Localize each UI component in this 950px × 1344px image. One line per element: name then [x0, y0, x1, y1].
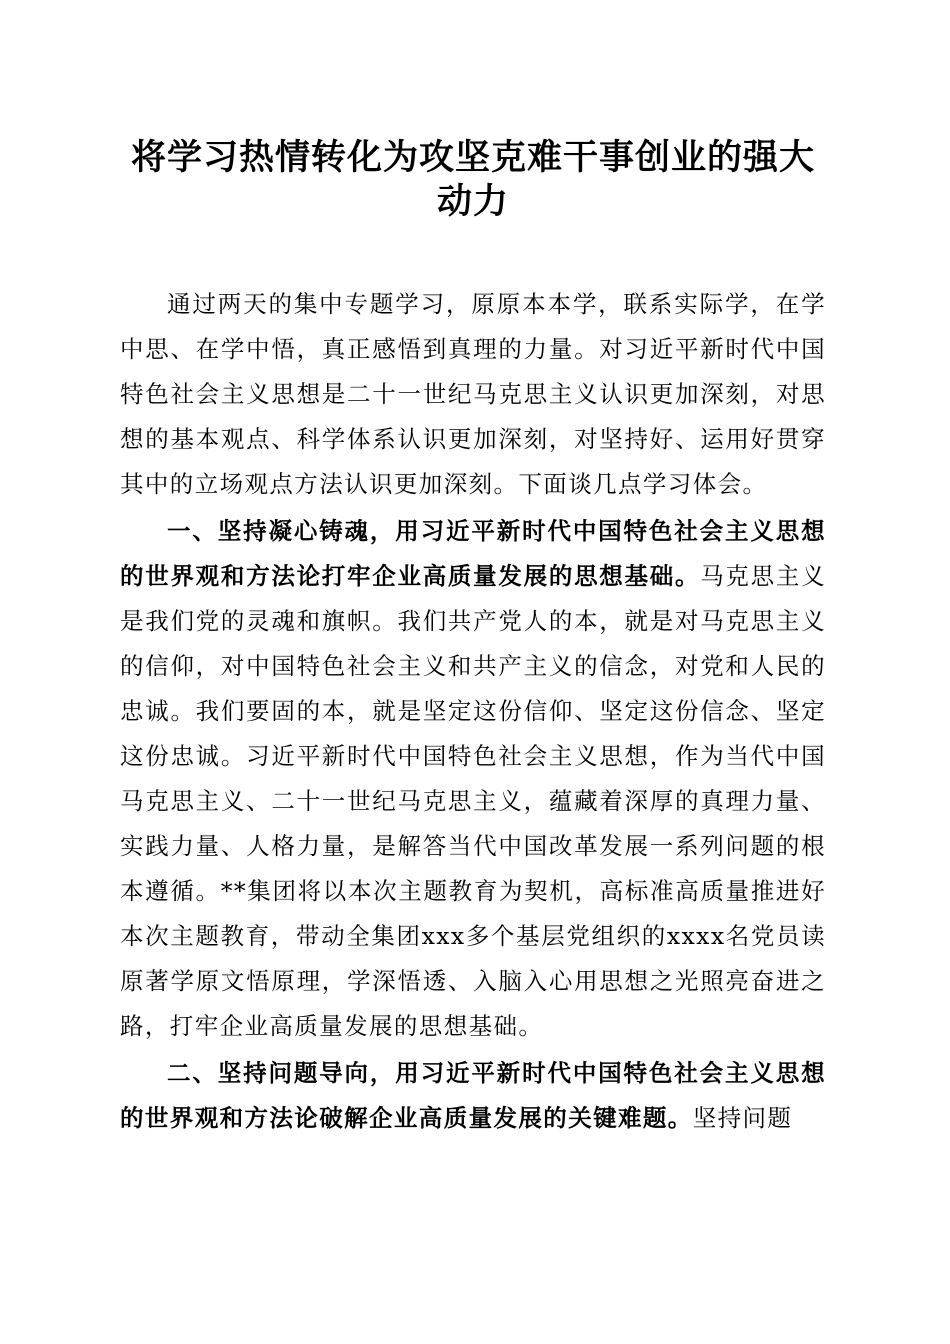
- intro-paragraph: 通过两天的集中专题学习，原原本本学，联系实际学，在学中思、在学中悟，真正感悟到真理的力量。对习近平新时代中国特色社会主义思想是二十一世纪马克思主义认识更加深刻，对思想的基本观点、科学体系认识更加深刻，对坚持好、运用好贯穿其中的立场观点方法认识更加深刻。下面谈几点学习体会。: [120, 290, 826, 498]
- document-page: [120, 130, 826, 1141]
- document-title: 将学习热情转化为攻坚克难干事创业的强大动力: [130, 137, 815, 222]
- section-heading-1: 一、坚持凝心铸魂，用习近平新时代中国特色社会主义思想的世界观和方法论打牢企业高质量发展的思想基础。: [120, 517, 826, 590]
- section-body-2: 坚持问题: [692, 1104, 793, 1132]
- section-paragraph-1: [120, 509, 826, 1049]
- section-body-1: 马克思主义是我们党的灵魂和旗帜。我们共产党人的本，就是对马克思主义的信仰，对中国特色社会主义和共产主义的信念，对党和人民的忠诚。我们要固的本，就是坚定这份信仰、坚定这份信念、坚定这份忠诚。习近平新时代中国特色社会主义思想，作为当代中国马克思主义、二十一世纪马克思主义，蕴藏着深厚的真理力量、实践力量、人格力量，是解答当代中国改革发展一系列问题的根本遵循。**集团将以本次主题教育为契机，高标准高质量推进好本次主题教育，带动全集团xxx多个基层党组织的xxxx名党员读原著学原文悟原理，学深悟透、入脑入心用思想之光照亮奋进之路，打牢企业高质量发展的思想基础。: [120, 562, 827, 1040]
- section-heading-2: 二、坚持问题导向，用习近平新时代中国特色社会主义思想的世界观和方法论破解企业高质量发展的关键难题。: [120, 1059, 826, 1132]
- section-paragraph-2: [120, 1051, 826, 1141]
